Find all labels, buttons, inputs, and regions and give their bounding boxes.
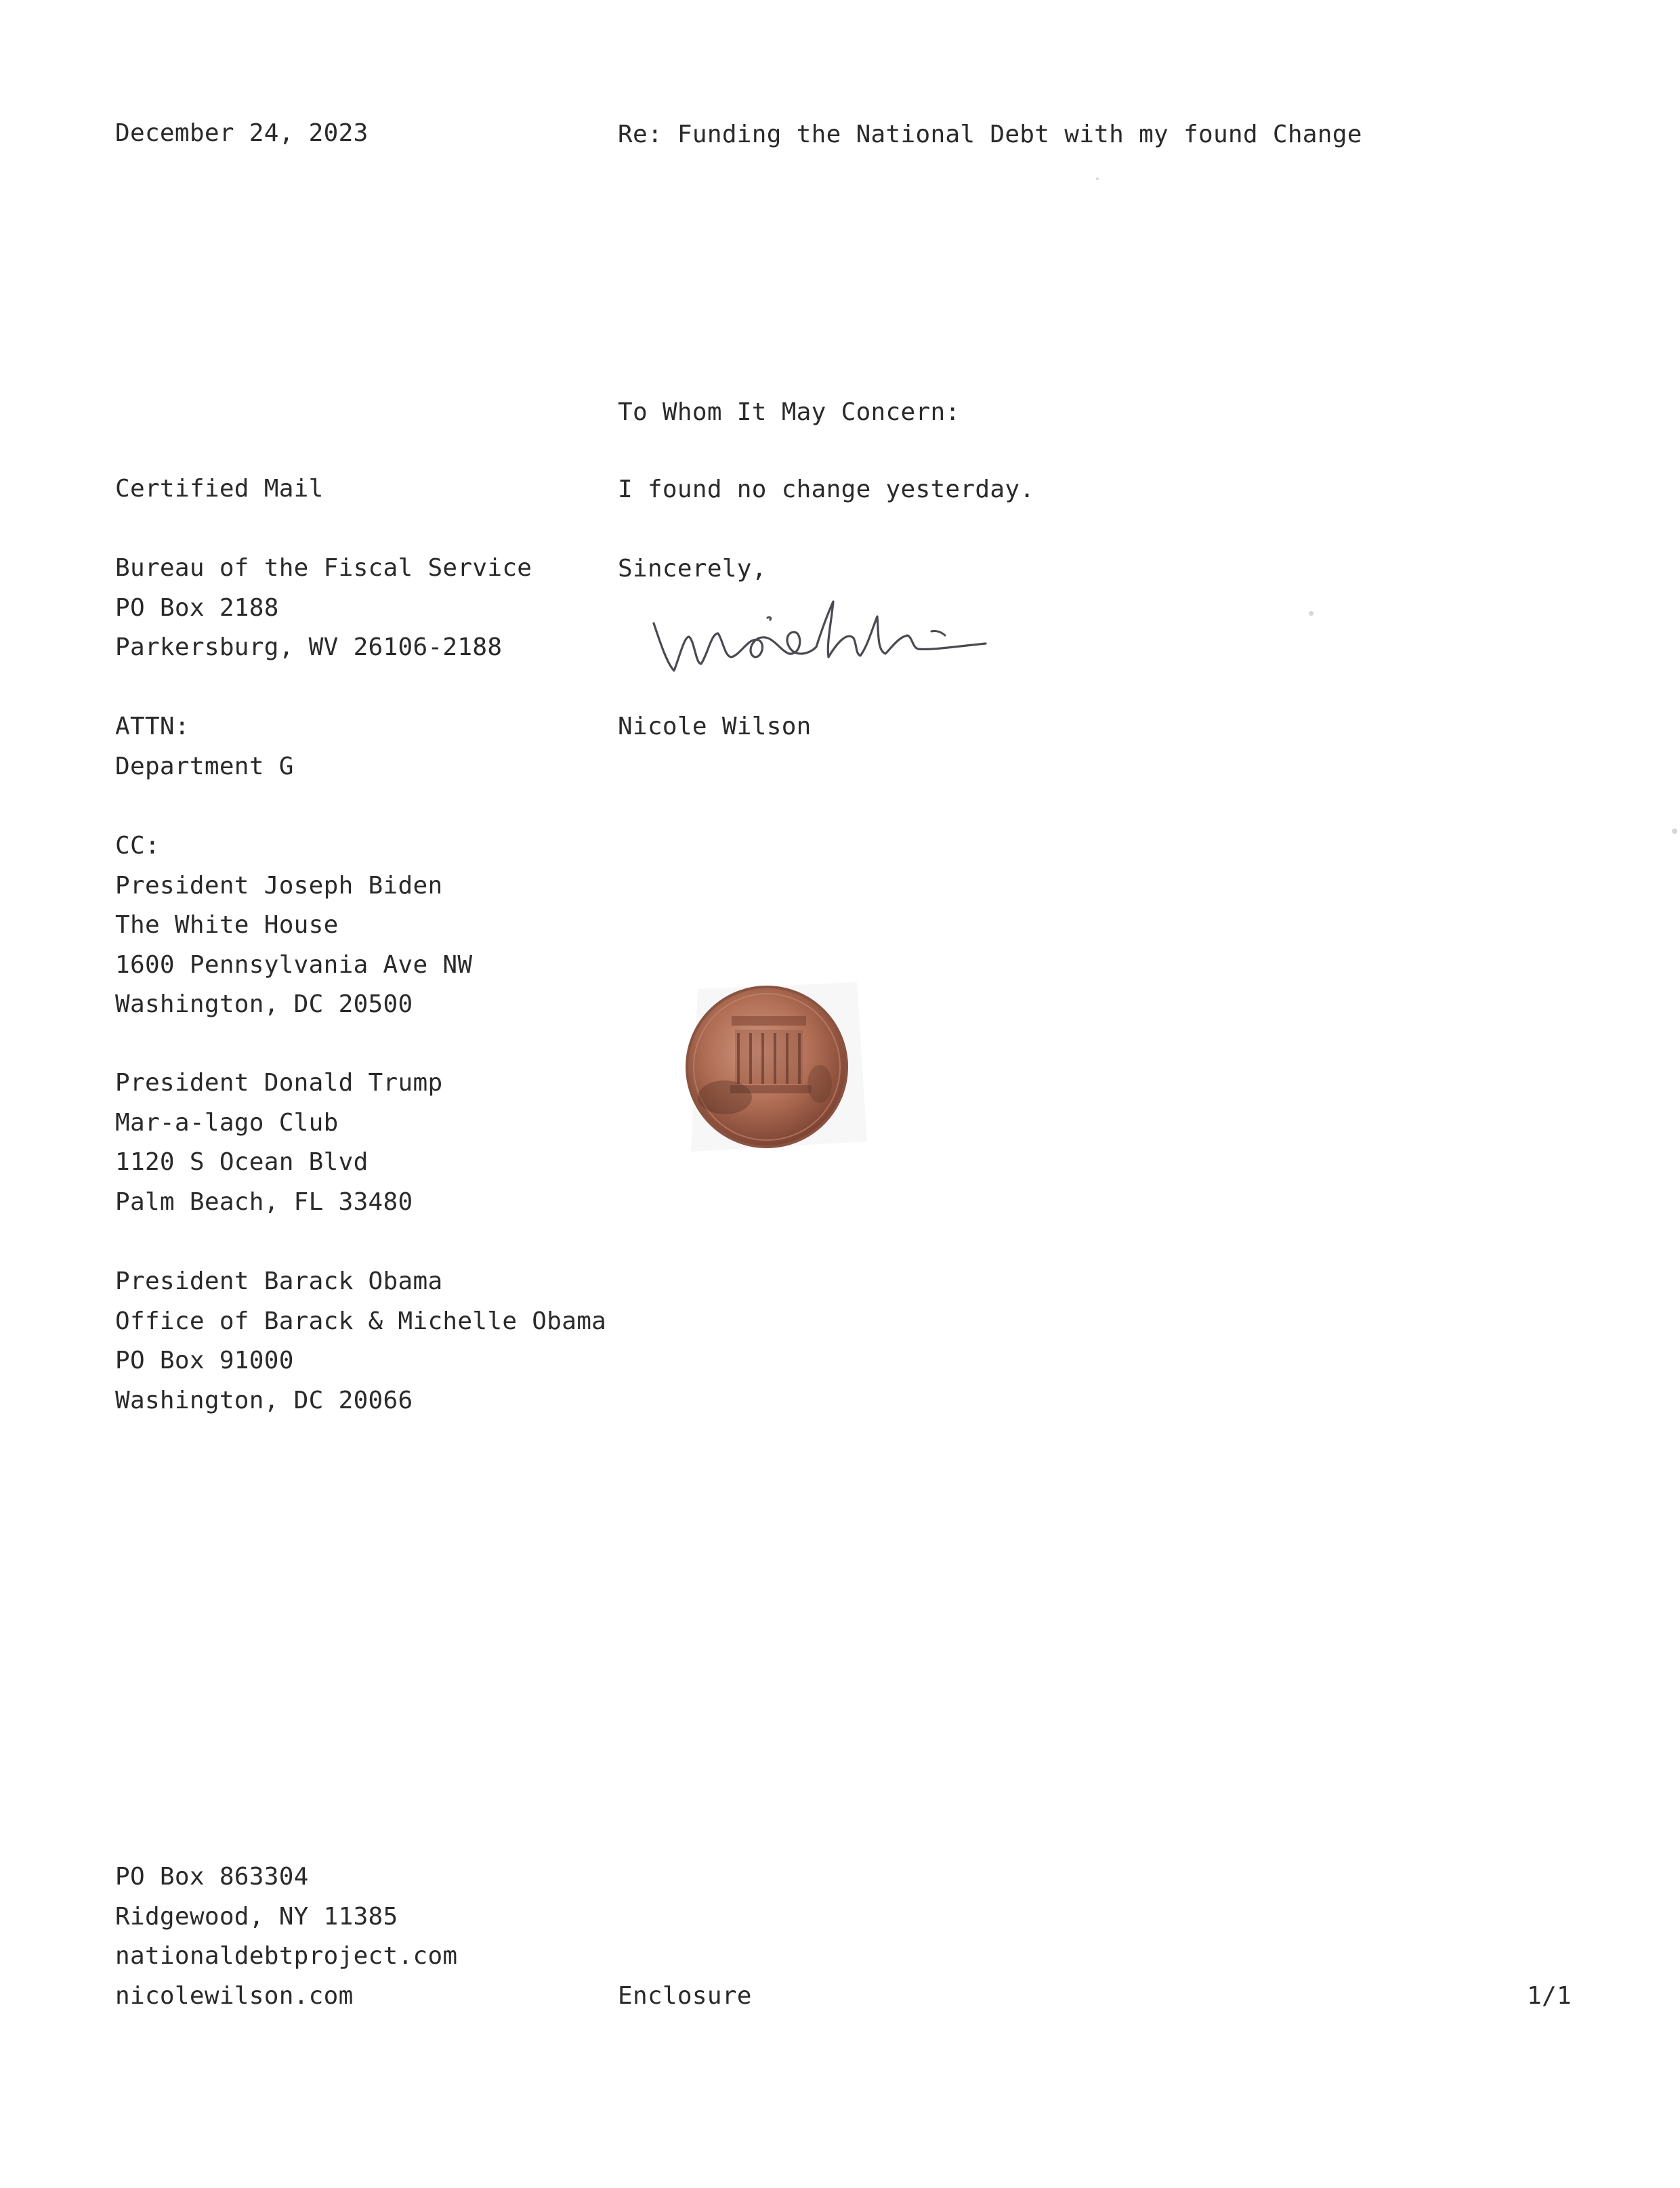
salutation: To Whom It May Concern:	[618, 398, 961, 426]
cc-line: Palm Beach, FL 33480	[115, 1187, 413, 1216]
signature-name: Nicole Wilson	[618, 713, 812, 740]
page-number: 1/1	[1527, 1982, 1572, 2010]
attention-label: ATTN:	[115, 713, 190, 740]
cc-line: Washington, DC 20500	[115, 990, 413, 1019]
cc-recipient	[115, 1064, 442, 1222]
recipient-line: PO Box 2188	[115, 593, 279, 622]
enclosure-label: Enclosure	[618, 1982, 752, 2010]
cc-line: The White House	[115, 911, 339, 940]
recipient-line: Parkersburg, WV 26106-2188	[115, 633, 503, 662]
scan-speck	[1309, 611, 1314, 616]
cc-line: President Joseph Biden	[115, 871, 443, 900]
letter-date: December 24, 2023	[115, 119, 369, 147]
attention-block	[115, 707, 294, 786]
cc-line: President Donald Trump	[115, 1069, 443, 1097]
handwritten-signature	[647, 589, 999, 691]
scan-speck	[1096, 177, 1099, 180]
cc-line: Washington, DC 20066	[115, 1386, 413, 1414]
attention-department: Department G	[115, 752, 294, 780]
closing: Sincerely,	[618, 555, 767, 583]
cc-line: 1600 Pennsylvania Ave NW	[115, 950, 473, 979]
cc-line: Office of Barack & Michelle Obama	[115, 1307, 607, 1335]
sender-website: nationaldebtproject.com	[115, 1942, 458, 1971]
cc-line: President Barack Obama	[115, 1267, 443, 1295]
sender-contact-block	[115, 1857, 457, 2016]
cc-line: 1120 S Ocean Blvd	[115, 1148, 369, 1177]
scan-speck	[1672, 828, 1677, 834]
cc-line: Mar-a-lago Club	[115, 1108, 339, 1137]
sender-website: nicolewilson.com	[115, 1981, 354, 2010]
cc-line: PO Box 91000	[115, 1347, 294, 1375]
mailing-method: Certified Mail	[115, 475, 324, 503]
cc-block	[115, 826, 472, 1025]
recipient-address	[115, 549, 532, 668]
cc-heading: CC:	[115, 832, 160, 860]
sender-line: Ridgewood, NY 11385	[115, 1902, 398, 1931]
penny-coin-icon	[671, 969, 881, 1165]
recipient-line: Bureau of the Fiscal Service	[115, 554, 532, 582]
subject-line: Re: Funding the National Debt with my found Change	[618, 121, 1362, 148]
letter-body-message: I found no change yesterday.	[618, 476, 1035, 503]
sender-line: PO Box 863304	[115, 1863, 309, 1891]
cc-recipient	[115, 1262, 606, 1421]
